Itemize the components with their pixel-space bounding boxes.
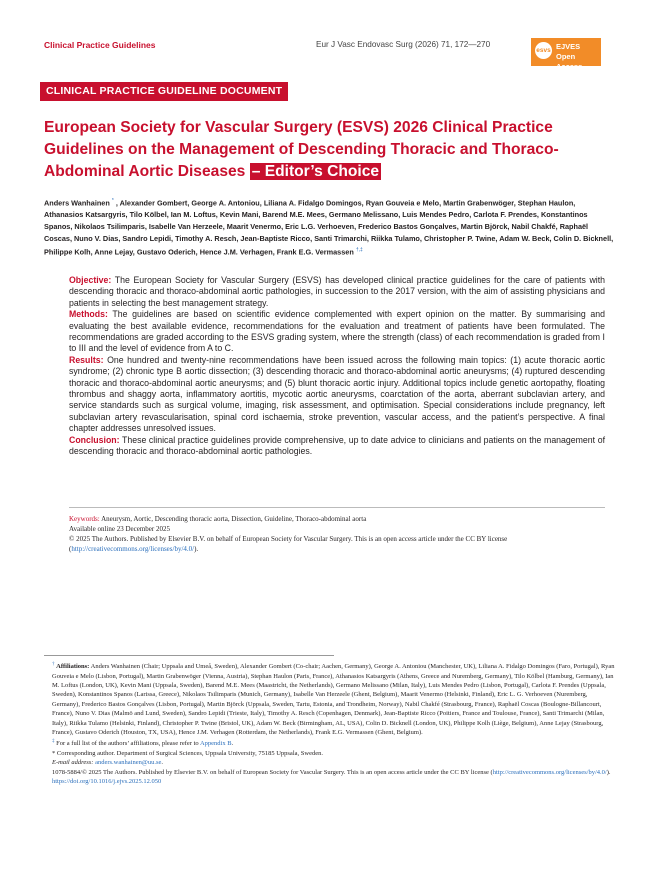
conclusion-label: Conclusion: <box>69 434 120 445</box>
journal-citation: Eur J Vasc Endovasc Surg (2026) 71, 172—270 <box>316 40 491 49</box>
full-list-text: For a full list of the authors’ affiliations, please refer to <box>56 740 200 748</box>
corresponding-author-mark[interactable]: * <box>111 198 114 204</box>
doi-line <box>44 777 616 786</box>
email-end: . <box>161 759 163 767</box>
corresponding-footnote <box>44 749 616 758</box>
keywords-text: Aneurysm, Aortic, Descending thoracic aorta, Dissection, Guideline, Thoraco-abdominal aorta <box>101 515 367 523</box>
license-line <box>69 534 605 554</box>
issn-end: ). <box>606 768 611 776</box>
available-online: Available online 23 December 2025 <box>69 525 170 533</box>
article-title <box>44 117 564 183</box>
title-text: European Society for Vascular Surgery (ESVS) 2026 Clinical Practice Guidelines on the Management of Descending Thoracic and Thoraco-Abdominal Aortic Diseases <box>44 119 559 180</box>
abstract-results <box>69 355 605 435</box>
objective-text: The European Society for Vascular Surgery (ESVS) has developed clinical practice guidelines for the care of patients with descending thoracic and thoraco-abdominal aortic pathologies, in succession to the 2017 version, with the aim of assisting physicians and patients in selecting the best management strategy. <box>69 275 606 308</box>
issn-text: 1078-5884/© 2025 The Authors. Published by Elsevier B.V. on behalf of European Society for Vascular Surgery. This is an open access article under the CC BY license ( <box>52 768 493 776</box>
email-link[interactable]: anders.wanhainen@uu.se <box>95 759 162 767</box>
full-list-footnote <box>44 737 616 749</box>
affiliation-marks[interactable]: †,‡ <box>355 246 363 253</box>
license-link[interactable]: http://creativecommons.org/licenses/by/4.0/ <box>71 545 195 553</box>
issn-license-link[interactable]: http://creativecommons.org/licenses/by/4.0/ <box>492 768 607 776</box>
author-list <box>44 196 616 258</box>
abstract-conclusion <box>69 435 605 458</box>
abstract-objective <box>69 275 605 309</box>
license-text: © 2025 The Authors. Published by Elsevier B.V. on behalf of European Society for Vascular Surgery. This is an open access article under the CC BY license ( <box>69 535 508 553</box>
footnotes <box>44 660 616 787</box>
abstract <box>69 275 605 458</box>
document-type-banner: CLINICAL PRACTICE GUIDELINE DOCUMENT <box>40 82 288 101</box>
objective-label: Objective: <box>69 275 112 285</box>
email-footnote <box>44 758 616 767</box>
doi-link[interactable]: https://doi.org/10.1016/j.ejvs.2025.12.050 <box>52 778 162 786</box>
keywords-divider <box>69 507 605 508</box>
abstract-methods <box>69 309 605 355</box>
section-label: Clinical Practice Guidelines <box>44 40 156 50</box>
ejves-open-access-logo[interactable] <box>531 38 601 71</box>
license-end: ). <box>194 545 199 553</box>
affiliations-mark: † <box>52 662 55 667</box>
corresponding-mark: * <box>52 749 56 757</box>
logo-text-ejves: EJVES <box>556 42 581 51</box>
affiliations-label: Affiliations: <box>56 663 90 671</box>
affiliations-footnote <box>44 660 616 737</box>
appendix-b-link[interactable]: Appendix B <box>199 740 232 748</box>
corresponding-text: Corresponding author. Department of Surgical Sciences, Uppsala University, 75185 Uppsala, Sweden. <box>56 749 323 757</box>
issn-line <box>44 768 616 777</box>
keywords-line <box>69 514 605 524</box>
first-author: Anders Wanhainen <box>44 198 110 208</box>
co-authors: , Alexander Gombert, George A. Antoniou, Liliana A. Fidalgo Domingos, Ryan Gouveia e Melo, Martin Grabenwöger, Stephan Haulon, Athanasios Katsargyris, Tilo Kölbel, Ian M. Loftus, Kevin Mani, Barend M.E. Mees, Germano Melissano, Luis Mendes Pedro, Carlota F. Prendes, Konstantinos Spanos, Nikolaos Tsilimparis, Isabelle Van Herzeele, Maarit Venermo, Eric L.G. Verhoeven, Frederico Bastos Gonçalves, Martin Björck, Nabil Chakfé, Raphaël Coscas, Nuno V. Dias, Sandro Lepidi, Timothy A. Resch, Jean-Baptiste Ricco, Santi Trimarchi, Riikka Tulamo, Christopher P. Twine, Adam W. Beck, Colin D. Bicknell, Philippe Kolh, Anne Lejay, Gustavo Oderich, Hence J.M. Verhagen, Frank E.G. Vermassen <box>44 198 614 257</box>
conclusion-text: These clinical practice guidelines provide comprehensive, up to date advice to clinicians and patients on the management of descending thoracic and thoraco-abdominal aortic pathologies. <box>69 434 605 457</box>
keywords-label: Keywords: <box>69 515 100 523</box>
full-list-mark: ‡ <box>52 739 55 745</box>
methods-label: Methods: <box>69 309 108 320</box>
email-label: E-mail address: <box>52 759 94 767</box>
results-text: One hundred and twenty-nine recommendations have been issued across the following main topics: (1) acute thoracic aortic syndrome; (2) chronic type B aortic dissection; (3) descending thoracic and thoraco-abdominal aortic aneurysms; (4) ruptured descending thoracic and thoraco-abdominal aortic aneurysms; and (5) blunt thoracic aortic injury. Additional topics include genetic aortopathy, floating thrombus and shaggy aorta, inflammatory aortitis, mycotic aortic aneurysms, coarctation of the aorta, aberrant subclavian artery, and service standards such as surgical volume, imaging, risk assessment, and optimisation. Special considerations include pregnancy, left subclavian artery revascularisation, spinal cord ischaemia, stroke prevention, vascular access, and the patient’s perspective. A final chapter addresses unresolved issues. <box>69 354 606 434</box>
editors-choice-badge: – Editor’s Choice <box>251 163 380 180</box>
affiliations-text: Anders Wanhainen (Chair; Uppsala and Umeå, Sweden), Alexander Gombert (Co-chair; Aachen, Germany), George A. Antoniou (Manchester, UK), Liliana A. Fidalgo Domingos (Faro, Portugal), Ryan Gouveia e Melo (Lisbon, Portugal), Martin Grabenwöger (Vienna, Austria), Stephan Haulon (Paris, France), Athanasios Katsargyris (Athens, Greece and Nuremberg, Germany), Tilo Kölbel (Hamburg, Germany), Ian M. Loftus (London, UK), Kevin Mani (Uppsala, Sweden), Barend M.E. Mees (Maastricht, the Netherlands), Germano Melissano (Milan, Italy), Luis Mendes Pedro (Lisbon, Portugal), Carlota F. Prendes (Uppsala, Sweden), Konstantinos Spanos (Larissa, Greece), Nikolaos Tsilimparis (Munich, Germany), Isabelle Van Herzeele (Ghent, Belgium), Maarit Venermo (Helsinki, Finland), Eric L. G. Verhoeven (Nuremberg, Germany), Frederico Bastos Gonçalves (Lisbon, Portugal), Martin Björck (Uppsala, Sweden, Tartu, Estonia, and Trondheim, Norway), Nabil Chakfé (Strasbourg, France), Raphaël Coscas (Boulogne-Billancourt, France), Nuno V. Dias (Malmö and Lund, Sweden), Sandro Lepidi (Trieste, Italy), Timothy A. Resch (Copenhagen, Denmark), Jean-Baptiste Ricco (Poitiers, France and Toulouse, France), Santi Trimarchi (Milan, Italy), Riikka Tulamo (Helsinki, Finland), Christopher P. Twine (Bristol, UK), Adam W. Beck (Birmingham, AL, USA), Colin D. Bicknell (London, UK), Philippe Kolh (Liège, Belgium), Anne Lejay (Strasbourg, France), Gustavo Oderich (Houston, TX, USA), Hence J.M. Verhagen (Rotterdam, the Netherlands), Frank E.G. Vermassen (Ghent, Belgium). <box>52 663 615 736</box>
article-meta <box>69 514 605 554</box>
results-label: Results: <box>69 354 104 365</box>
esvs-logo-icon: esvs <box>535 42 552 59</box>
logo-text-open-access: Open Access <box>556 52 583 71</box>
footnote-divider <box>44 655 334 656</box>
methods-text: The guidelines are based on scientific evidence complemented with expert opinion on the matter. By summarising and evaluating the best available evidence, recommendations for the evaluation and treatment of patients have been formulated. The recommendations are graded according to the ESVS grading system, where the strength (class) of each recommendation is graded from I to III and the level of evidence from A to C. <box>69 309 605 354</box>
full-list-end: . <box>231 740 234 748</box>
